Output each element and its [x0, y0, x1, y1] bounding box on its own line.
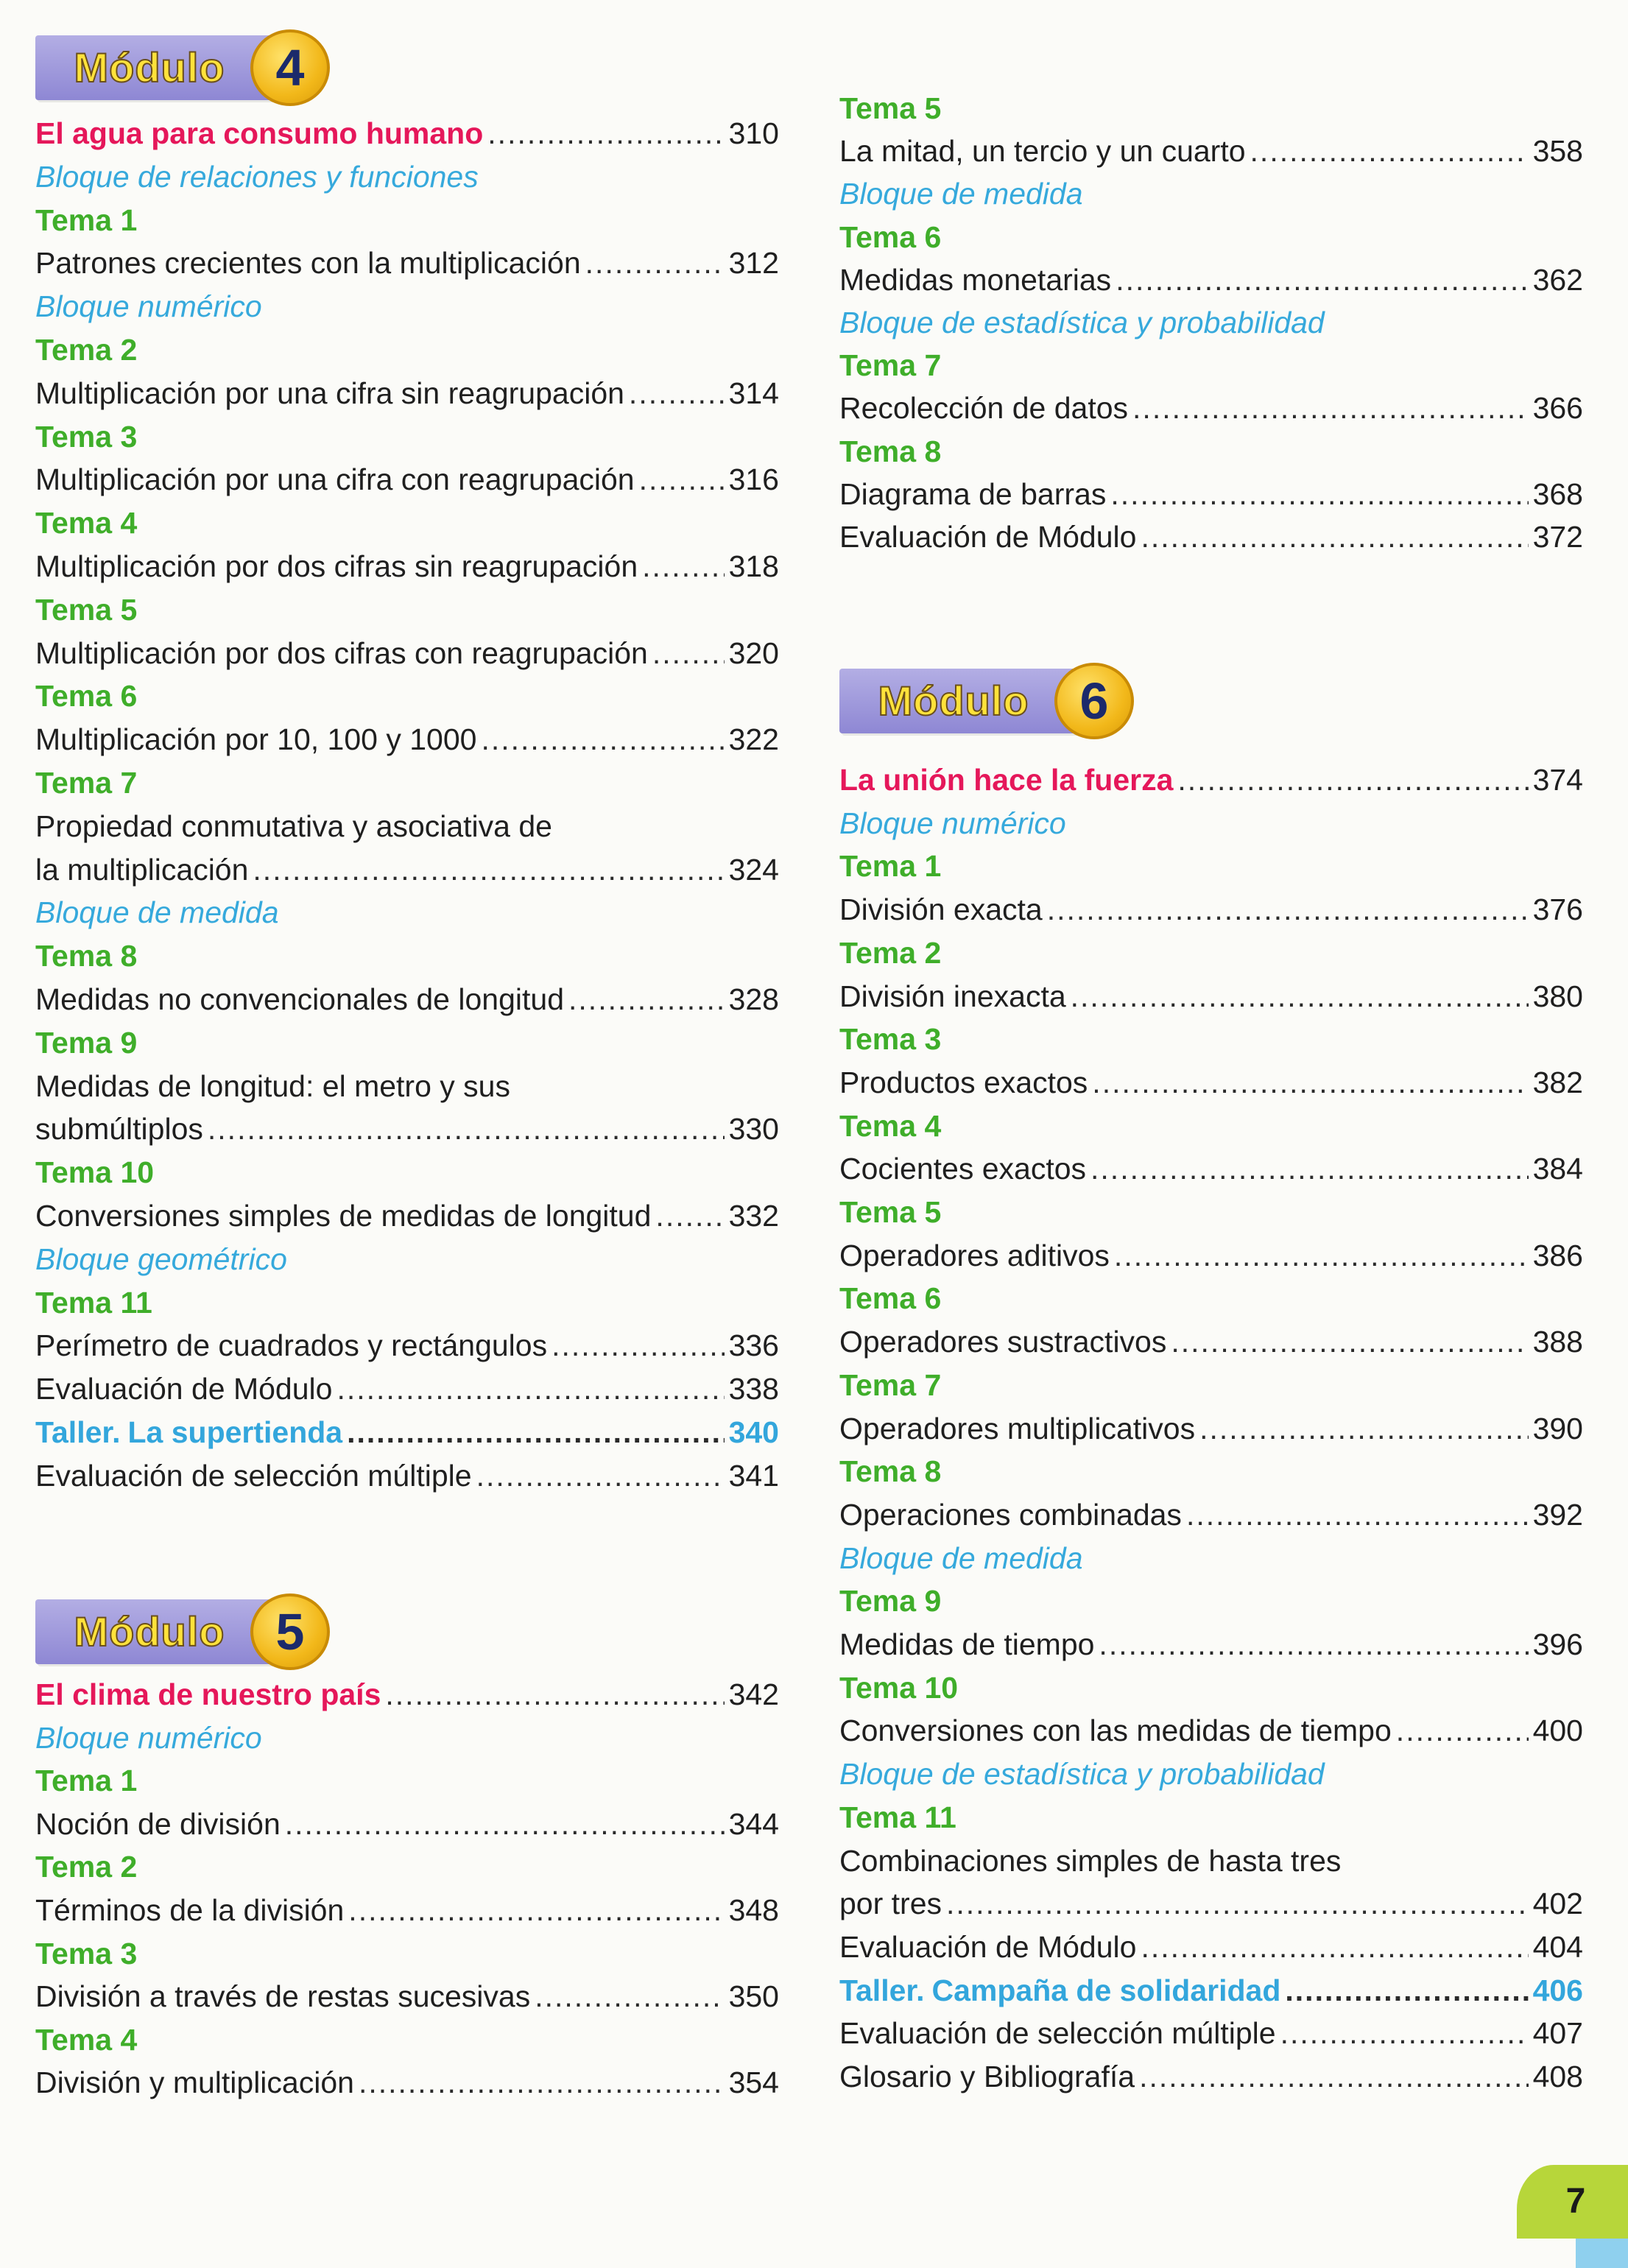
- page-ref: 380: [1532, 979, 1583, 1013]
- toc-entry: [839, 515, 1583, 558]
- toc-entry: [35, 632, 779, 675]
- dot-leader: [585, 242, 725, 284]
- toc-entry: [839, 1234, 1583, 1277]
- page-ref: 392: [1532, 1498, 1583, 1532]
- entry-title: [35, 1411, 342, 1454]
- tema-heading: Tema 1: [35, 1764, 138, 1797]
- taller-label: Taller.: [35, 1415, 121, 1449]
- dot-leader: [1099, 1623, 1528, 1666]
- section-heading: Bloque numérico: [839, 806, 1066, 840]
- dot-leader: [348, 1889, 724, 1931]
- entry-title: Evaluación de Módulo: [35, 1372, 333, 1406]
- page-ref: 328: [728, 982, 779, 1016]
- dot-leader: [568, 978, 725, 1021]
- section-heading: Bloque de medida: [839, 1541, 1083, 1575]
- page-corner-stripe: [1576, 2239, 1628, 2268]
- dot-leader: [253, 848, 724, 891]
- page-ref: 376: [1532, 892, 1583, 926]
- page-ref: 350: [728, 1979, 779, 2013]
- dot-leader: [476, 1454, 725, 1497]
- tema-heading: Tema 3: [839, 1022, 942, 1056]
- entry-title: Multiplicación por 10, 100 y 1000: [35, 722, 477, 756]
- tema-heading: Tema 8: [35, 939, 138, 973]
- dot-leader: [1141, 515, 1528, 558]
- entry-title: Glosario y Bibliografía: [839, 2060, 1135, 2093]
- page-ref: 324: [728, 853, 779, 887]
- module-header: [35, 1599, 359, 1680]
- tema-heading: Tema 7: [839, 1368, 942, 1402]
- entry-text: Campaña de solidaridad: [931, 1973, 1281, 2007]
- entry-title: Operadores multiplicativos: [839, 1412, 1196, 1445]
- dot-leader: [535, 1975, 724, 2018]
- toc-entry: [839, 1709, 1583, 1752]
- entry-title: La mitad, un tercio y un cuarto: [839, 134, 1246, 168]
- toc-entry: [839, 1493, 1583, 1536]
- dot-leader: [1280, 2012, 1529, 2054]
- theme-entry: [35, 112, 779, 155]
- tema-heading: Tema 6: [839, 1281, 942, 1315]
- page-ref: 340: [728, 1415, 779, 1449]
- dot-leader: [1141, 1926, 1528, 1968]
- page-ref: 366: [1532, 391, 1583, 425]
- page-ref: 390: [1532, 1412, 1583, 1445]
- page-ref: 322: [728, 722, 779, 756]
- toc-entry: [35, 458, 779, 501]
- dot-leader: [629, 372, 725, 415]
- entry-title: submúltiplos: [35, 1112, 203, 1146]
- tema-heading: Tema 5: [839, 1195, 942, 1229]
- module-label: Módulo: [74, 1608, 225, 1655]
- section-heading: Bloque de estadística y probabilidad: [839, 306, 1325, 339]
- tema-heading: Tema 10: [839, 1671, 959, 1705]
- entry-title: Operaciones combinadas: [839, 1498, 1182, 1532]
- page-ref: 400: [1532, 1714, 1583, 1747]
- tema-heading: Tema 11: [35, 1286, 152, 1320]
- toc-entry: [35, 2061, 779, 2104]
- entry-text: La supertienda: [127, 1415, 343, 1449]
- section-heading: Bloque de relaciones y funciones: [35, 160, 479, 194]
- page-ref: 312: [728, 246, 779, 280]
- toc-entry-line: Propiedad conmutativa y asociativa de: [35, 809, 552, 843]
- dot-leader: [1250, 130, 1529, 172]
- module-number-badge: [250, 29, 330, 106]
- dot-leader: [1396, 1709, 1529, 1752]
- page-ref: 374: [1532, 763, 1583, 797]
- entry-title: Noción de división: [35, 1807, 281, 1841]
- entry-title: Evaluación de selección múltiple: [839, 2016, 1276, 2050]
- toc-entry: [839, 473, 1583, 515]
- toc-entry: [839, 387, 1583, 429]
- toc-entry: [35, 1889, 779, 1931]
- dot-leader: [481, 718, 724, 761]
- page-ref: 338: [728, 1372, 779, 1406]
- toc-entry: [35, 1107, 779, 1150]
- tema-heading: Tema 7: [35, 766, 138, 800]
- section-heading: Bloque de estadística y probabilidad: [839, 1757, 1325, 1791]
- page-number: 7: [1565, 2182, 1586, 2221]
- dot-leader: [1110, 473, 1528, 515]
- entry-title: Términos de la división: [35, 1893, 345, 1927]
- tema-heading: Tema 5: [839, 91, 942, 125]
- theme-entry: [839, 758, 1583, 801]
- toc-entry: [839, 258, 1583, 301]
- toc-entry: [839, 2055, 1583, 2098]
- module-number: 5: [275, 1603, 305, 1660]
- page-ref: 388: [1532, 1325, 1583, 1359]
- toc-entry: [35, 1324, 779, 1367]
- toc-entry: [839, 1147, 1583, 1190]
- page-ref: 354: [728, 2066, 779, 2099]
- tema-heading: Tema 4: [35, 506, 138, 540]
- entry-title: Medidas de tiempo: [839, 1627, 1095, 1661]
- module-number-badge: [1054, 663, 1134, 739]
- tema-heading: Tema 10: [35, 1155, 155, 1189]
- module-header: [35, 35, 359, 116]
- dot-leader: [1186, 1493, 1529, 1536]
- toc-entry: [839, 1623, 1583, 1666]
- module-number: 4: [275, 39, 305, 96]
- entry-title: [839, 1969, 1280, 2012]
- entry-title: La unión hace la fuerza: [839, 763, 1174, 797]
- section-heading: Bloque geométrico: [35, 1242, 287, 1276]
- entry-title: Medidas monetarias: [839, 263, 1112, 297]
- tema-heading: Tema 3: [35, 420, 138, 454]
- dot-leader: [208, 1107, 725, 1150]
- dot-leader: [1132, 387, 1529, 429]
- page-ref: 342: [728, 1677, 779, 1711]
- dot-leader: [385, 1673, 724, 1716]
- toc-entry: [839, 1926, 1583, 1968]
- section-heading: Bloque numérico: [35, 1721, 262, 1755]
- entry-title: El clima de nuestro país: [35, 1677, 381, 1711]
- dot-leader: [1047, 888, 1529, 931]
- dot-leader: [642, 545, 724, 588]
- toc-entry-line: Medidas de longitud: el metro y sus: [35, 1069, 510, 1103]
- entry-title: la multiplicación: [35, 853, 249, 887]
- entry-title: por tres: [839, 1887, 942, 1920]
- module-number-badge: [250, 1593, 330, 1670]
- toc-entry: [35, 718, 779, 761]
- page-ref: 316: [728, 462, 779, 496]
- dot-leader: [1116, 258, 1528, 301]
- tema-heading: Tema 1: [839, 849, 942, 883]
- dot-leader: [552, 1324, 724, 1367]
- entry-title: Evaluación de selección múltiple: [35, 1459, 472, 1493]
- toc-entry: [35, 1975, 779, 2018]
- tema-heading: Tema 8: [839, 1454, 942, 1488]
- toc-entry: [35, 1194, 779, 1237]
- toc-entry: [839, 888, 1583, 931]
- toc-entry: [35, 1454, 779, 1497]
- tema-heading: Tema 7: [839, 348, 942, 382]
- page-ref: 402: [1532, 1887, 1583, 1920]
- toc-entry-line: Combinaciones simples de hasta tres: [839, 1844, 1342, 1878]
- entry-title: Recolección de datos: [839, 391, 1129, 425]
- page-ref: 407: [1532, 2016, 1583, 2050]
- entry-title: División y multiplicación: [35, 2066, 354, 2099]
- entry-title: Conversiones con las medidas de tiempo: [839, 1714, 1392, 1747]
- toc-entry: [839, 1882, 1583, 1925]
- entry-title: El agua para consumo humano: [35, 116, 484, 150]
- toc-entry: [35, 848, 779, 891]
- section-heading: Bloque de medida: [35, 895, 279, 929]
- section-heading: Bloque numérico: [35, 289, 262, 323]
- page-ref: 404: [1532, 1930, 1583, 1964]
- tema-heading: Tema 4: [839, 1109, 942, 1143]
- tema-heading: Tema 2: [35, 1850, 138, 1884]
- dot-leader: [655, 1194, 724, 1237]
- page-ref: 344: [728, 1807, 779, 1841]
- dot-leader: [487, 112, 724, 155]
- page-ref: 318: [728, 549, 779, 583]
- theme-entry: [35, 1673, 779, 1716]
- taller-label: Taller.: [839, 1973, 925, 2007]
- tema-heading: Tema 9: [839, 1584, 942, 1618]
- module-number: 6: [1079, 672, 1109, 730]
- page-ref: 406: [1532, 1973, 1583, 2007]
- page-ref: 408: [1532, 2060, 1583, 2093]
- tema-heading: Tema 11: [839, 1800, 956, 1834]
- dot-leader: [1071, 975, 1529, 1018]
- tema-heading: Tema 5: [35, 593, 138, 627]
- module-label: Módulo: [878, 677, 1029, 724]
- dot-leader: [1177, 758, 1528, 801]
- page-ref: 362: [1532, 263, 1583, 297]
- toc-entry: [35, 372, 779, 415]
- toc-entry: [35, 978, 779, 1021]
- section-heading: Bloque de medida: [839, 177, 1083, 211]
- entry-title: Operadores aditivos: [839, 1239, 1110, 1272]
- entry-title: Cocientes exactos: [839, 1152, 1087, 1186]
- taller-entry: [35, 1411, 779, 1454]
- dot-leader: [1114, 1234, 1529, 1277]
- dot-leader: [639, 458, 725, 501]
- dot-leader: [1171, 1320, 1528, 1363]
- page-ref: 332: [728, 1199, 779, 1233]
- entry-title: Diagrama de barras: [839, 477, 1107, 511]
- toc-entry: [35, 242, 779, 284]
- page-ref: 372: [1532, 520, 1583, 554]
- page-ref: 314: [728, 376, 779, 410]
- module-header: [839, 669, 1163, 750]
- tema-heading: Tema 4: [35, 2023, 138, 2057]
- page-ref: 336: [728, 1328, 779, 1362]
- entry-title: Multiplicación por una cifra con reagrupación: [35, 462, 635, 496]
- entry-title: Evaluación de Módulo: [839, 1930, 1137, 1964]
- page-ref: 368: [1532, 477, 1583, 511]
- dot-leader: [1090, 1147, 1529, 1190]
- dot-leader: [359, 2061, 725, 2104]
- toc-entry: [839, 130, 1583, 172]
- module-label: Módulo: [74, 44, 225, 91]
- tema-heading: Tema 8: [839, 434, 942, 468]
- page-ref: 358: [1532, 134, 1583, 168]
- dot-leader: [946, 1882, 1529, 1925]
- entry-title: Multiplicación por una cifra sin reagrupación: [35, 376, 624, 410]
- entry-title: División inexacta: [839, 979, 1066, 1013]
- page-ref: 382: [1532, 1066, 1583, 1099]
- dot-leader: [285, 1803, 725, 1845]
- entry-title: Conversiones simples de medidas de longitud: [35, 1199, 652, 1233]
- dot-leader: [1092, 1061, 1528, 1104]
- dot-leader: [1139, 2055, 1529, 2098]
- tema-heading: Tema 9: [35, 1026, 138, 1060]
- page-ref: 341: [728, 1459, 779, 1493]
- entry-title: Evaluación de Módulo: [839, 520, 1137, 554]
- toc-entry: [839, 975, 1583, 1018]
- dot-leader: [347, 1411, 724, 1454]
- entry-title: División exacta: [839, 892, 1043, 926]
- entry-title: Patrones crecientes con la multiplicación: [35, 246, 581, 280]
- dot-leader: [1199, 1407, 1528, 1450]
- entry-title: Productos exactos: [839, 1066, 1088, 1099]
- tema-heading: Tema 2: [839, 936, 942, 970]
- entry-title: Multiplicación por dos cifras con reagrupación: [35, 636, 648, 670]
- dot-leader: [336, 1367, 724, 1410]
- page-ref: 330: [728, 1112, 779, 1146]
- toc-entry: [35, 1803, 779, 1845]
- page-ref: 384: [1532, 1152, 1583, 1186]
- tema-heading: Tema 6: [35, 679, 138, 713]
- page-number-tab: [1517, 2165, 1628, 2239]
- dot-leader: [1285, 1969, 1528, 2012]
- page-ref: 348: [728, 1893, 779, 1927]
- toc-entry: [35, 545, 779, 588]
- tema-heading: Tema 2: [35, 333, 138, 367]
- entry-title: Medidas no convencionales de longitud: [35, 982, 565, 1016]
- toc-entry: [839, 1320, 1583, 1363]
- taller-entry: [839, 1969, 1583, 2012]
- page-ref: 396: [1532, 1627, 1583, 1661]
- entry-title: División a través de restas sucesivas: [35, 1979, 531, 2013]
- entry-title: Multiplicación por dos cifras sin reagrupación: [35, 549, 638, 583]
- toc-entry: [839, 1061, 1583, 1104]
- tema-heading: Tema 6: [839, 220, 942, 254]
- entry-title: Operadores sustractivos: [839, 1325, 1167, 1359]
- page-ref: 386: [1532, 1239, 1583, 1272]
- toc-entry: [839, 1407, 1583, 1450]
- toc-entry: [35, 1367, 779, 1410]
- tema-heading: Tema 1: [35, 203, 138, 237]
- page-ref: 320: [728, 636, 779, 670]
- page-ref: 310: [728, 116, 779, 150]
- dot-leader: [652, 632, 725, 675]
- entry-title: Perímetro de cuadrados y rectángulos: [35, 1328, 548, 1362]
- tema-heading: Tema 3: [35, 1937, 138, 1971]
- toc-entry: [839, 2012, 1583, 2054]
